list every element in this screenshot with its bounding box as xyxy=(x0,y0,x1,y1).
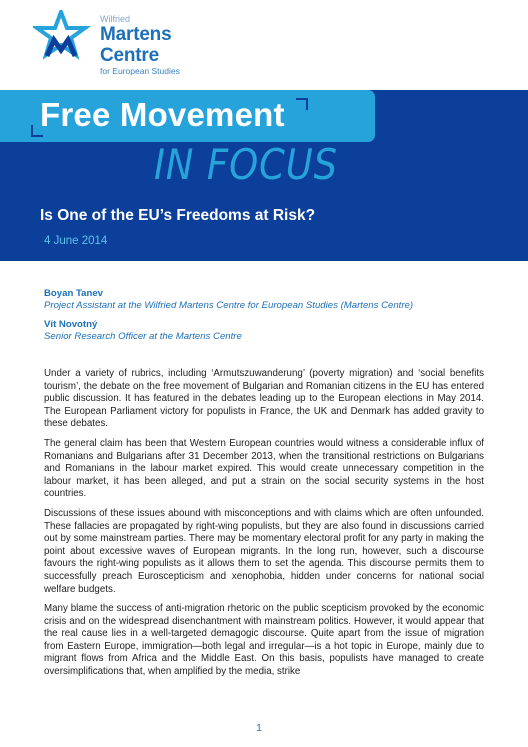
author-role: Project Assistant at the Wilfried Martens Centre for European Studies (Martens Centre) xyxy=(44,300,414,311)
page-number: 1 xyxy=(256,723,262,734)
martens-centre-logo xyxy=(33,10,233,76)
corner-bracket-top-right xyxy=(296,98,308,110)
series-subtitle: IN FOCUS xyxy=(154,140,339,189)
paragraph: The general claim has been that Western European countries would witness a considerable influx of Romanians and Bulgarians after 31 December 2013, when the transitional restrictions on Bulgarians and Romanians in the labour market expired. This would create unnecessary competition in the labour market, it has been alleged, and put a strain on the social security systems in the host countries. xyxy=(44,437,484,500)
logo-line-3: for European Studies xyxy=(100,66,180,76)
body-text xyxy=(44,368,484,686)
logo-line-2: Martens Centre xyxy=(100,24,172,66)
authors-block xyxy=(44,288,494,350)
series-title: Free Movement xyxy=(40,96,285,133)
author-name: Boyan Tanev xyxy=(44,288,104,299)
paragraph: Under a variety of rubrics, including ‘Armutszuwanderung’ (poverty migration) and ‘social benefits tourism’, the debate on the free movement of Bulgarian and Romanian citizens in the EU has entered public discussion. It has featured in the debates leading up to the European elections in May 2014. The European Parliament victory for populists in France, the UK and Denmark has added gravity to these debates. xyxy=(44,368,484,430)
star-person-icon xyxy=(33,10,93,66)
author-entry xyxy=(44,288,494,312)
author-entry xyxy=(44,319,494,343)
paragraph: Discussions of these issues abound with misconceptions and with claims which are often unfounded. These fallacies are propagated by right-wing populists, but they are also found in discussions carried out by some mainstream parties. There may be momentary electoral profit for any party in making the point about excessive waves of European migrants. In the long run, however, such a discourse favours the right-wing populists as it allows them to set the agenda. This discourse permits them to successfully preach Euroscepticism and xenophobia, hidden under concerns for national social welfare budgets. xyxy=(44,507,484,595)
logo-line-1: Wilfried xyxy=(100,14,131,24)
author-role: Senior Research Officer at the Martens Centre xyxy=(44,331,242,342)
document-date: 4 June 2014 xyxy=(44,235,108,247)
author-name: Vít Novotný xyxy=(44,319,98,330)
document-title: Is One of the EU’s Freedoms at Risk? xyxy=(40,207,316,224)
paragraph: Many blame the success of anti-migration rhetoric on the public scepticism provoked by the economic crisis and on the widespread disenchantment with mainstream politics. However, it would appear that the real cause lies in a well-targeted demagogic discourse. Quite apart from the issue of migration from Eastern Europe, immigration—both legal and irregular—is a hot topic in Europe, mainly due to migrant flows from Africa and the Middle East. On this basis, populists have managed to create oversimplifications that, when amplified by the media, strike xyxy=(44,603,484,678)
